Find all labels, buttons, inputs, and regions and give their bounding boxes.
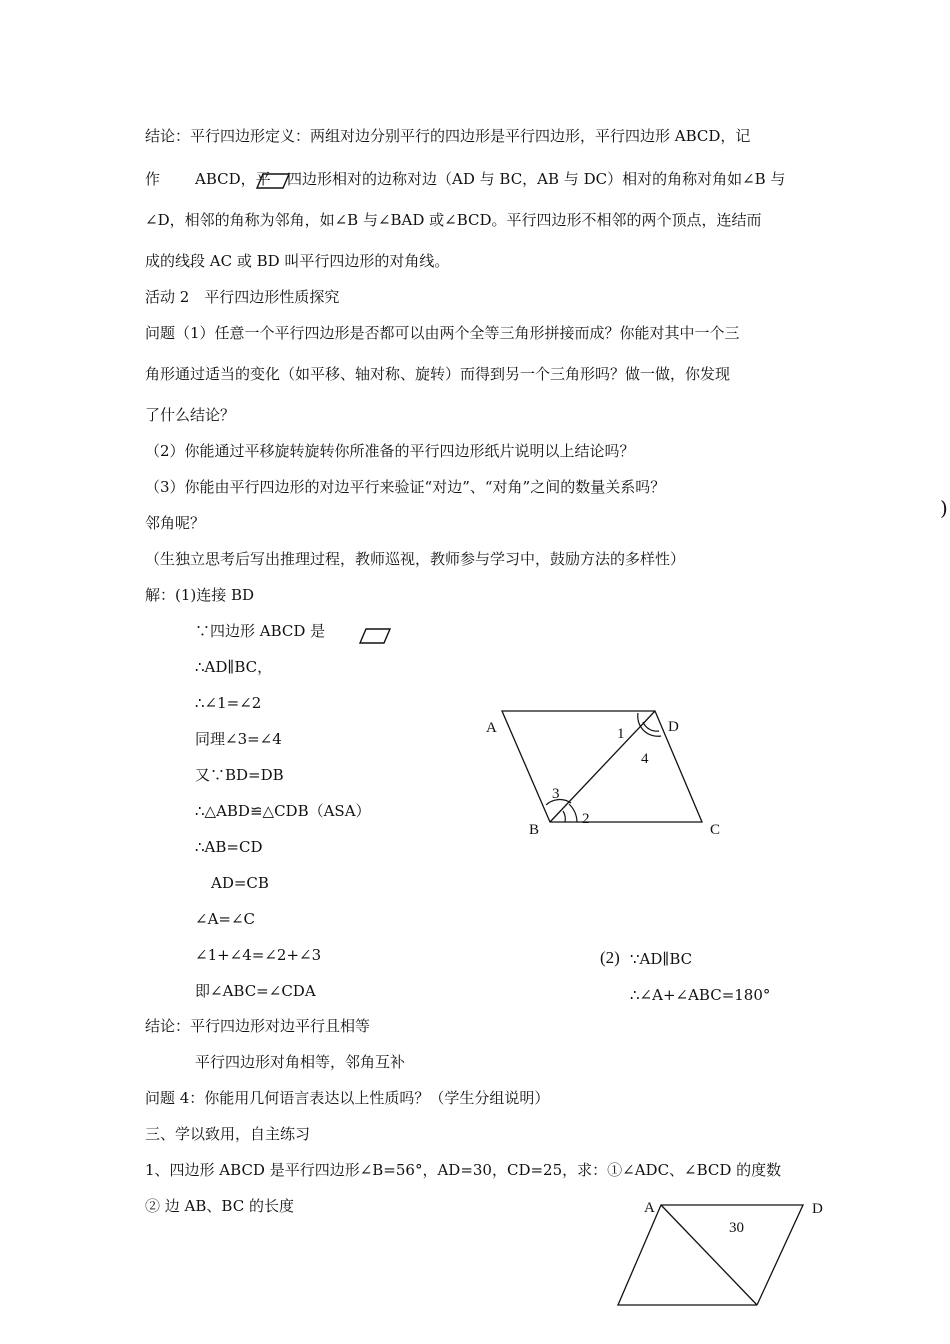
question-1-line-3: 了什么结论？ (145, 406, 236, 424)
question-3-line-1: （3）你能由平行四边形的对边平行来验证“对边”、“对角”之间的数量关系吗？ (145, 478, 666, 496)
proof-step-4: 同理∠3=∠4 (195, 730, 282, 748)
figure-2-vertex-d: D (812, 1201, 823, 1217)
figure-1-vertex-a: A (486, 720, 497, 736)
question-3-line-2: 邻角呢？ (145, 514, 206, 532)
proof-step-8: AD=CB (211, 874, 269, 892)
proof-step-7: ∴AB=CD (195, 838, 263, 856)
stray-parenthesis: ) (940, 496, 948, 520)
proof-step-5: 又∵BD=DB (195, 766, 284, 784)
definition-line-1: 结论：平行四边形定义：两组对边分别平行的四边形是平行四边形，平行四边形 ABCD，记 (145, 127, 751, 145)
definition-line-3: ∠D，相邻的角称为邻角，如∠B 与∠BAD 或∠BCD。平行四边形不相邻的两个顶点，连结而 (145, 211, 762, 229)
activity-2-heading: 活动 2 平行四边形性质探究 (145, 288, 340, 306)
question-1-line-1: 问题（1）任意一个平行四边形是否都可以由两个全等三角形拼接而成？你能对其中一个三 (145, 324, 740, 342)
definition-line-2-prefix: 作 (145, 170, 161, 188)
figure-2-length-label: 30 (729, 1220, 744, 1236)
proof-step-9: ∠A=∠C (195, 910, 256, 928)
figure-1-vertex-b: B (529, 822, 540, 838)
section-3-heading: 三、学以致用，自主练习 (145, 1125, 311, 1143)
solution-heading: 解：(1)连接 BD (145, 586, 255, 604)
conclusion-line-1: 结论：平行四边形对边平行且相等 (145, 1017, 371, 1035)
proof-step-1: ∵四边形 ABCD 是 (195, 622, 326, 640)
figure-1-vertex-d: D (668, 719, 679, 735)
question-4: 问题 4：你能用几何语言表达以上性质吗？（学生分组说明） (145, 1089, 550, 1107)
definition-line-2: 四边形相对的边称对边（AD 与 BC，AB 与 DC）相对的角称对角如∠B 与 (287, 170, 786, 188)
teacher-note: （生独立思考后写出推理过程，教师巡视，教师参与学习中，鼓励方法的多样性） (145, 550, 686, 568)
proof-step-10: ∠1+∠4=∠2+∠3 (195, 946, 322, 964)
proof-step-6: ∴△ABD≌△CDB（ASA） (195, 802, 371, 820)
figure-1-angle-1: 1 (617, 726, 625, 742)
question-2: （2）你能通过平移旋转旋转你所准备的平行四边形纸片说明以上结论吗？ (145, 442, 635, 460)
part-2-number: (2) (600, 948, 620, 967)
question-1-line-2: 角形通过适当的变化（如平移、轴对称、旋转）而得到另一个三角形吗？做一做，你发现 (145, 365, 731, 383)
proof-step-3: ∴∠1=∠2 (195, 694, 262, 712)
part-2-line-2: ∴∠A+∠ABC=180° (630, 986, 771, 1004)
definition-line-4: 成的线段 AC 或 BD 叫平行四边形的对角线。 (145, 252, 450, 270)
figure-1-angle-4: 4 (641, 751, 649, 767)
conclusion-line-2: 平行四边形对角相等，邻角互补 (195, 1053, 406, 1071)
part-2-line-1: ∵AD∥BC (630, 950, 693, 968)
figure-1-angle-2: 2 (582, 811, 590, 827)
figure-1-vertex-c: C (710, 822, 721, 838)
figure-2-vertex-a: A (644, 1200, 655, 1216)
figure-1-angle-3: 3 (552, 786, 560, 802)
proof-step-2: ∴AD∥BC， (195, 658, 273, 676)
definition-line-2-abcd: ABCD，平 (195, 170, 271, 188)
exercise-1-line-1: 1、四边形 ABCD 是平行四边形∠B=56°，AD=30，CD=25，求：①∠ADC、∠BCD 的度数 (145, 1161, 782, 1179)
proof-step-11: 即∠ABC=∠CDA (195, 982, 316, 1000)
exercise-1-line-2: ② 边 AB、BC 的长度 (145, 1197, 294, 1215)
